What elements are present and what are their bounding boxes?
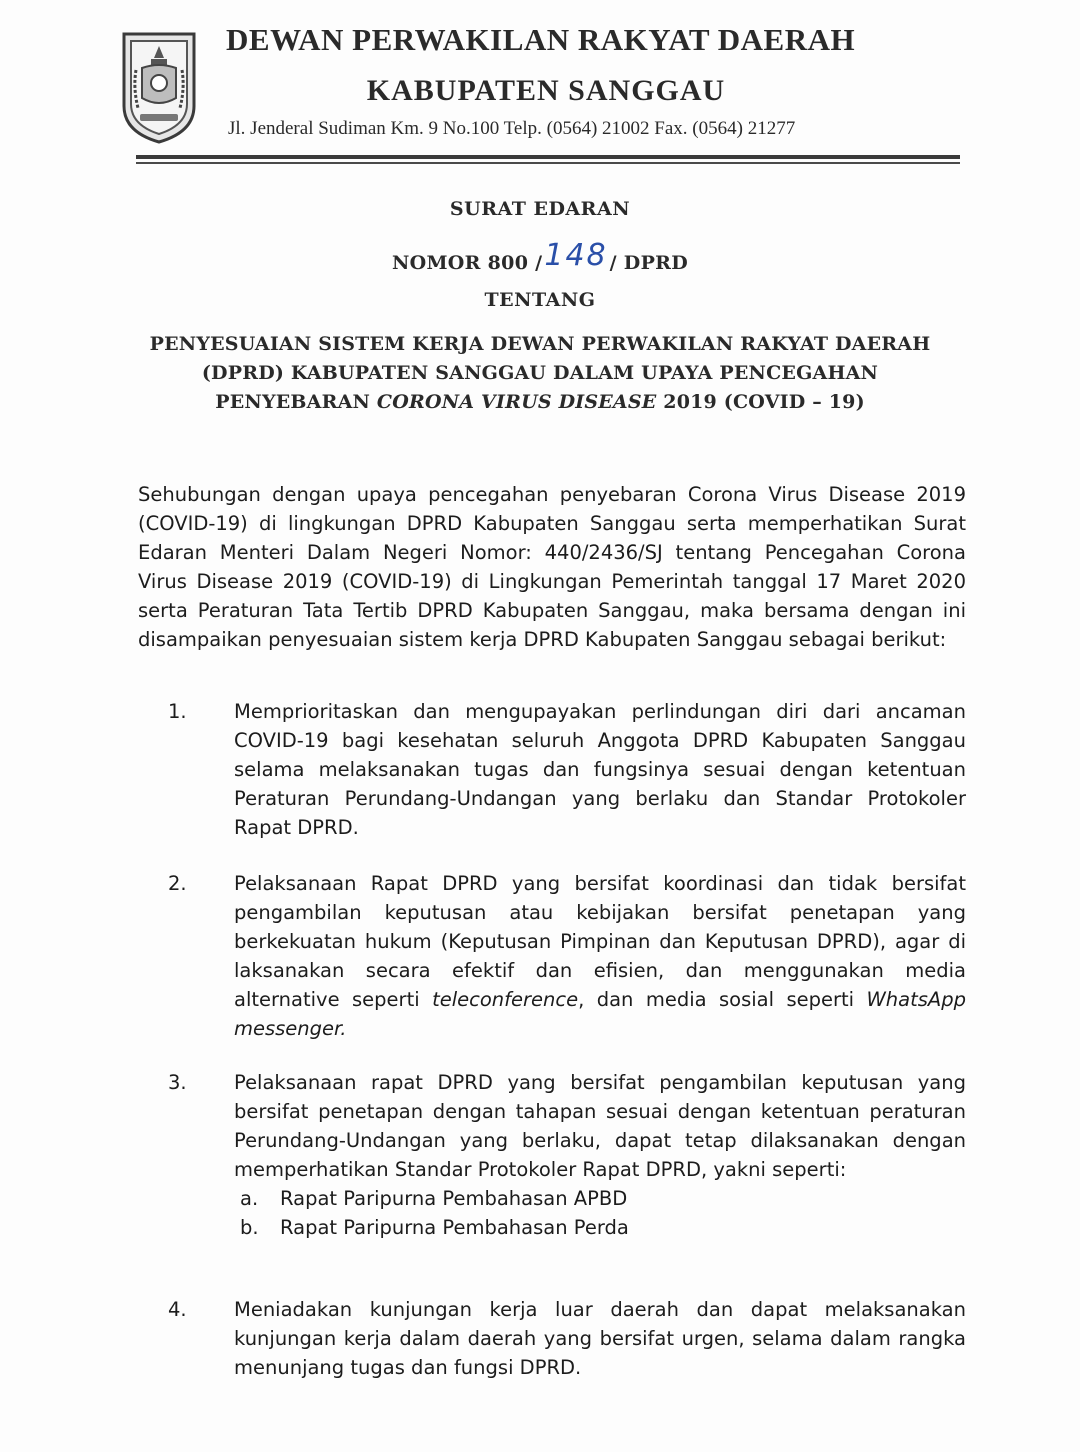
list-item-number: 4. [168,1298,187,1321]
sub-list-item [234,1184,966,1213]
document-number-suffix: / DPRD [609,252,689,274]
organization-name: DEWAN PERWAKILAN RAKYAT DAERAH [226,22,856,57]
document-title-line-3: PENYEBARAN CORONA VIRUS DISEASE 2019 (COVID – 19) [215,391,865,413]
intro-paragraph: Sehubungan dengan upaya pencegahan penyebaran Corona Virus Disease 2019 (COVID-19) di lingkungan DPRD Kabupaten Sanggau serta memperhatikan Surat Edaran Menteri Dalam Negeri Nomor: 440/2436/SJ tentang Pencegahan Corona Virus Disease 2019 (COVID-19) di Lingkungan Pemerintah tanggal 17 Maret 2020 serta Peraturan Tata Tertib DPRD Kabupaten Sanggau, maka bersama dengan ini disampaikan penyesuaian sistem kerja DPRD Kabupaten Sanggau sebagai berikut: [138,483,966,651]
organization-address: Jl. Jenderal Sudiman Km. 9 No.100 Telp. (0564) 21002 Fax. (0564) 21277 [228,118,796,139]
sub-list-item [234,1213,966,1242]
document-title-line-1: PENYESUAIAN SISTEM KERJA DEWAN PERWAKILAN RAKYAT DAERAH [149,333,931,355]
letterhead-divider-thick [136,155,960,159]
list-item-text [234,1068,966,1242]
list-item-text: Memprioritaskan dan mengupayakan perlindungan diri dari ancaman COVID-19 bagi kesehatan seluruh Anggota DPRD Kabupaten Sanggau selama melaksanakan tugas dan fungsinya sesuai dengan ketentuan Peraturan Perundang-Undangan yang berlaku dan Standar Protokoler Rapat DPRD. [234,700,966,839]
letterhead-divider-thin [136,162,960,164]
list-item-text: Pelaksanaan Rapat DPRD yang bersifat koordinasi dan tidak bersifat pengambilan keputusan atau kebijakan bersifat penetapan yang berkekuatan hukum (Keputusan Pimpinan dan Keputusan DPRD), agar di laksanakan secara efektif dan efisien, dan menggunakan media alternative seperti teleconference, dan media sosial seperti WhatsApp messenger. [234,872,966,1040]
list-item-number: 1. [168,700,187,723]
document-number-prefix: NOMOR 800 / [391,252,543,274]
document-type: SURAT EDARAN [449,198,631,220]
sub-list-item-text: Rapat Paripurna Pembahasan APBD [280,1187,628,1210]
list-item-number: 2. [168,872,187,895]
sub-list-item-text: Rapat Paripurna Pembahasan Perda [280,1216,629,1239]
document-title-line-2: (DPRD) KABUPATEN SANGGAU DALAM UPAYA PENCEGAHAN [201,362,879,384]
list-item-paragraph: Pelaksanaan rapat DPRD yang bersifat pengambilan keputusan yang bersifat penetapan dengan tahapan sesuai dengan ketentuan peraturan Perundang-Undangan yang berlaku, dapat tetap dilaksanakan dengan memperhatikan Standar Protokoler Rapat DPRD, yakni seperti: [234,1071,966,1181]
sub-list-item-letter: a. [240,1187,259,1210]
organization-region: KABUPATEN SANGGAU [366,74,726,107]
document-about-label: TENTANG [484,289,596,311]
sub-list-item-letter: b. [240,1216,259,1239]
list-item-text: Meniadakan kunjungan kerja luar daerah dan dapat melaksanakan kunjungan kerja dalam daerah yang bersifat urgen, selama dalam rangka menunjang tugas dan fungsi DPRD. [234,1298,966,1379]
list-item-number: 3. [168,1071,187,1094]
regency-emblem-icon [118,28,200,146]
document-number-handwritten: 148 [544,238,608,273]
document-number [0,238,1080,277]
